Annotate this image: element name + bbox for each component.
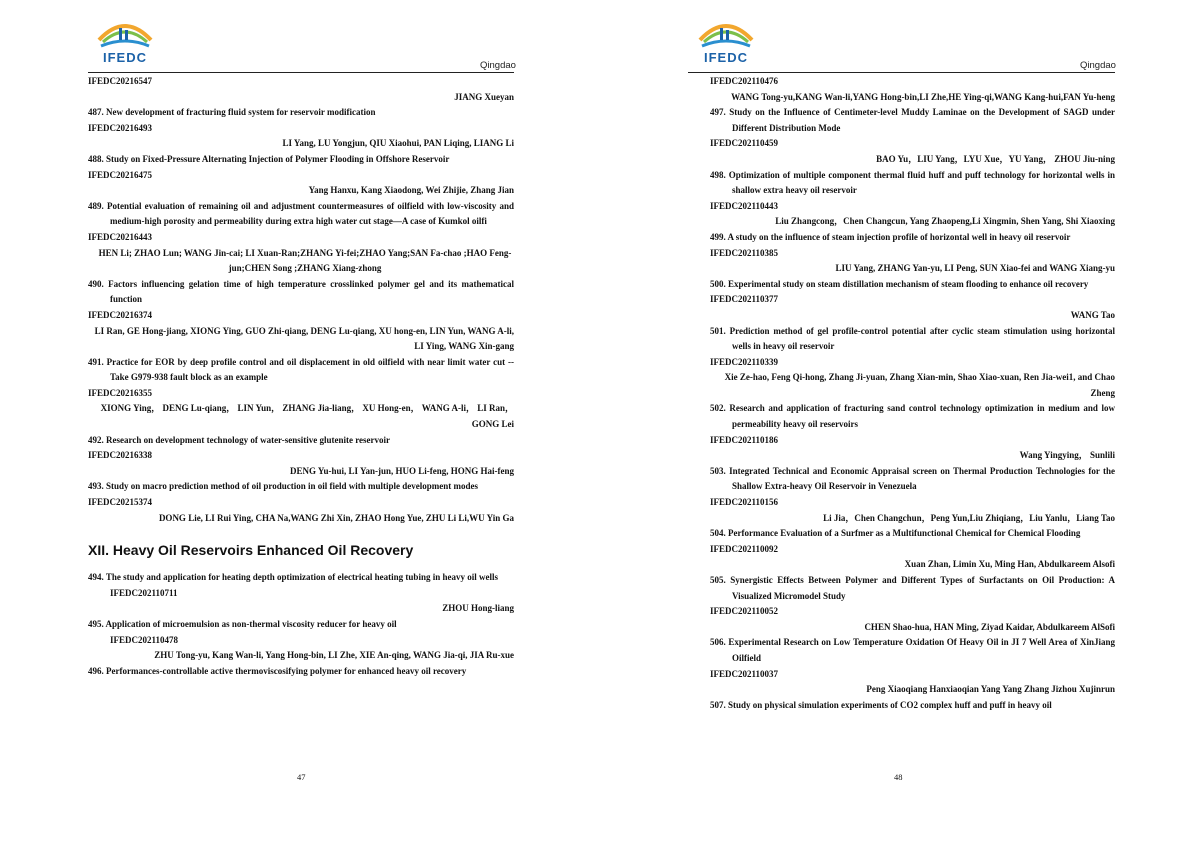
entry-authors: ZHOU Hong-liang: [442, 603, 514, 614]
entry-list: [710, 105, 1115, 713]
entry-code: IFEDC20216374: [88, 309, 153, 320]
logo-text: IFEDC: [103, 50, 147, 65]
entry-authors: LIU Yang, ZHANG Yan-yu, LI Peng, SUN Xiao-fei and WANG Xiang-yu: [835, 263, 1115, 274]
entry-list: [88, 105, 514, 526]
entry-authors: Liu Zhangcong，Chen Changcun, Yang Zhaopeng,Li Xingmin, Shen Yang, Shi Xiaoxing: [775, 216, 1115, 227]
header-city: Qingdao: [480, 60, 516, 71]
header-city: Qingdao: [1080, 60, 1116, 71]
entry-code: IFEDC202110052: [710, 606, 779, 617]
entry-title: 501. Prediction method of gel profile-control potential after cyclic steam stimulation using horizontal wells in heavy oil reservoir: [710, 325, 1115, 352]
entry-code: IFEDC202110711: [110, 587, 178, 598]
entry-code: IFEDC202110443: [710, 200, 779, 211]
entry-title: 507. Study on physical simulation experiments of CO2 complex huff and puff in heavy oil: [710, 699, 1052, 710]
entry-code: IFEDC202110339: [710, 356, 779, 367]
entry-code: IFEDC202110156: [710, 497, 779, 508]
page-right: [596, 0, 1191, 842]
entry-title: 488. Study on Fixed-Pressure Alternating Injection of Polymer Flooding in Offshore Reservoir: [88, 153, 450, 164]
entry-title: 498. Optimization of multiple component thermal fluid huff and puff technology for horizontal wells in shallow extra heavy oil reservoir: [710, 169, 1115, 196]
entry-title: 502. Research and application of fracturing sand control technology optimization in medium and low permeability heavy oil reservoirs: [710, 403, 1115, 430]
entry-code: IFEDC202110037: [710, 668, 779, 679]
entry-title: 491. Practice for EOR by deep profile control and oil displacement in old oilfield with near limit water cut --Take G979-938 fault block as an example: [88, 356, 514, 383]
entry-title: 495. Application of microemulsion as non-thermal viscosity reducer for heavy oil: [88, 619, 397, 629]
section-title: XII. Heavy Oil Reservoirs Enhanced Oil Recovery: [88, 542, 414, 559]
entry-code: IFEDC202110478: [110, 634, 179, 645]
entry-authors: HEN Li; ZHAO Lun; WANG Jin-cai; LI Xuan-Ran;ZHANG Yi-fei;ZHAO Yang;SAN Fa-chao ;HAO Feng-jun;CHEN Song ;ZHANG Xiang-zhong: [98, 247, 512, 274]
entry-code: IFEDC20216355: [88, 387, 153, 398]
entry-title: 492. Research on development technology of water-sensitive glutenite reservoir: [88, 434, 391, 445]
entry-title: 494. The study and application for heating depth optimization of electrical heating tubing in heavy oil wells: [88, 572, 498, 583]
entry-authors: Wang Yingying， Sunlili: [1019, 450, 1115, 461]
header-rule: [88, 72, 514, 73]
left-content: [88, 74, 514, 679]
page-left: [0, 0, 595, 842]
entry-title: 503. Integrated Technical and Economic Appraisal screen on Thermal Production Technologies for the Shallow Extra-heavy Oil Reservoir in Venezuela: [710, 465, 1115, 492]
entry-authors: Li Jia，Chen Changchun，Peng Yun,Liu Zhiqiang，Liu Yanlu，Liang Tao: [823, 512, 1115, 523]
entry-code: IFEDC202110186: [710, 434, 779, 445]
entry-authors: WANG Tao: [1070, 309, 1115, 320]
entry-authors: WANG Tong-yu,KANG Wan-li,YANG Hong-bin,LI Zhe,HE Ying-qi,WANG Kang-hui,FAN Yu-heng: [731, 91, 1115, 102]
entry-authors: CHEN Shao-hua, HAN Ming, Ziyad Kaidar, Abdulkareem AlSofi: [864, 621, 1115, 632]
entry-code: IFEDC202110092: [710, 543, 779, 554]
entry-authors: JIANG Xueyan: [454, 91, 514, 102]
entry-code: IFEDC20216443: [88, 231, 153, 242]
entry-title: 505. Synergistic Effects Between Polymer and Different Types of Surfactants on Oil Production: A Visualized Micromodel Study: [710, 575, 1115, 601]
ifedc-logo-icon: [95, 18, 155, 54]
entry-authors: Xie Ze-hao, Feng Qi-hong, Zhang Ji-yuan, Zhang Xian-min, Shao Xiao-xuan, Ren Jia-wei1, and Chao Zheng: [724, 372, 1115, 398]
entry-code: IFEDC20216338: [88, 450, 153, 461]
entry-code: IFEDC202110377: [710, 294, 779, 305]
entry-authors: Xuan Zhan, Limin Xu, Ming Han, Abdulkareem Alsofi: [904, 559, 1115, 570]
entry-authors: DENG Yu-hui, LI Yan-jun, HUO Li-feng, HONG Hai-feng: [289, 465, 514, 476]
entry-title: 500. Experimental study on steam distillation mechanism of steam flooding to enhance oil recovery: [710, 278, 1089, 289]
entry-code: IFEDC202110459: [710, 138, 779, 149]
entry-title: 506. Experimental Research on Low Temperature Oxidation Of Heavy Oil in JI 7 Well Area of XinJiang Oilfield: [710, 637, 1115, 663]
entry-code: IFEDC20216547: [88, 76, 153, 86]
entry-code: IFEDC20216475: [88, 169, 153, 180]
logo-text: IFEDC: [704, 50, 748, 65]
page-number: 47: [297, 772, 306, 782]
entry-code: IFEDC202110476: [710, 76, 779, 86]
ifedc-logo-icon: [696, 18, 756, 54]
entry-authors: Peng Xiaoqiang Hanxiaoqian Yang Yang Zhang Jizhou Xujinrun: [866, 684, 1115, 695]
entry-title: 490. Factors influencing gelation time of high temperature crosslinked polymer gel and its mathematical function: [88, 278, 514, 305]
entry-title: 487. New development of fracturing fluid system for reservoir modification: [88, 107, 376, 118]
entry-title: 489. Potential evaluation of remaining oil and adjustment countermeasures of oilfield with low-viscosity and medium-high porosity and permeability during extra high water cut stage—A case of Kumkol oilfi: [88, 200, 514, 227]
entry-authors: DONG Lie, LI Rui Ying, CHA Na,WANG Zhi Xin, ZHAO Hong Yue, ZHU Li Li,WU Yin Ga: [158, 512, 514, 523]
entry-authors: BAO Yu，LIU Yang，LYU Xue，YU Yang， ZHOU Jiu-ning: [876, 153, 1115, 164]
entry-title: 497. Study on the Influence of Centimeter-level Muddy Laminae on the Development of SAGD under Different Distribution Mode: [710, 107, 1115, 133]
entry-code: IFEDC20215374: [88, 497, 153, 508]
entry-title: 493. Study on macro prediction method of oil production in oil field with multiple development modes: [88, 481, 479, 492]
entry-authors: LI Ran, GE Hong-jiang, XIONG Ying, GUO Zhi-qiang, DENG Lu-qiang, XU hong-en, LIN Yun, WANG A-li, LI Ying, WANG Xin-gang: [94, 325, 514, 352]
page-number: 48: [894, 772, 903, 782]
entry-code: IFEDC202110385: [710, 247, 779, 258]
entry-authors: LI Yang, LU Yongjun, QIU Xiaohui, PAN Liqing, LIANG Li: [282, 138, 514, 149]
entry-authors: ZHU Tong-yu, Kang Wan-li, Yang Hong-bin, LI Zhe, XIE An-qing, WANG Jia-qi, JIA Ru-xue: [154, 650, 514, 661]
entry-code: IFEDC20216493: [88, 122, 153, 133]
entry-list: [88, 570, 514, 679]
entry-title: 504. Performance Evaluation of a Surfmer as a Multifunctional Chemical for Chemical Flooding: [710, 528, 1081, 539]
header-rule: [688, 72, 1115, 73]
right-content: [710, 74, 1115, 713]
entry-title: 496. Performances-controllable active thermoviscosifying polymer for enhanced heavy oil recovery: [88, 665, 467, 676]
entry-title: 499. A study on the influence of steam injection profile of horizontal well in heavy oil reservoir: [710, 231, 1071, 242]
entry-authors: XIONG Ying， DENG Lu-qiang， LIN Yun， ZHANG Jia-liang， XU Hong-en， WANG A-li， LI Ran， GONG Lei: [100, 403, 514, 430]
entry-authors: Yang Hanxu, Kang Xiaodong, Wei Zhijie, Zhang Jian: [308, 185, 514, 196]
